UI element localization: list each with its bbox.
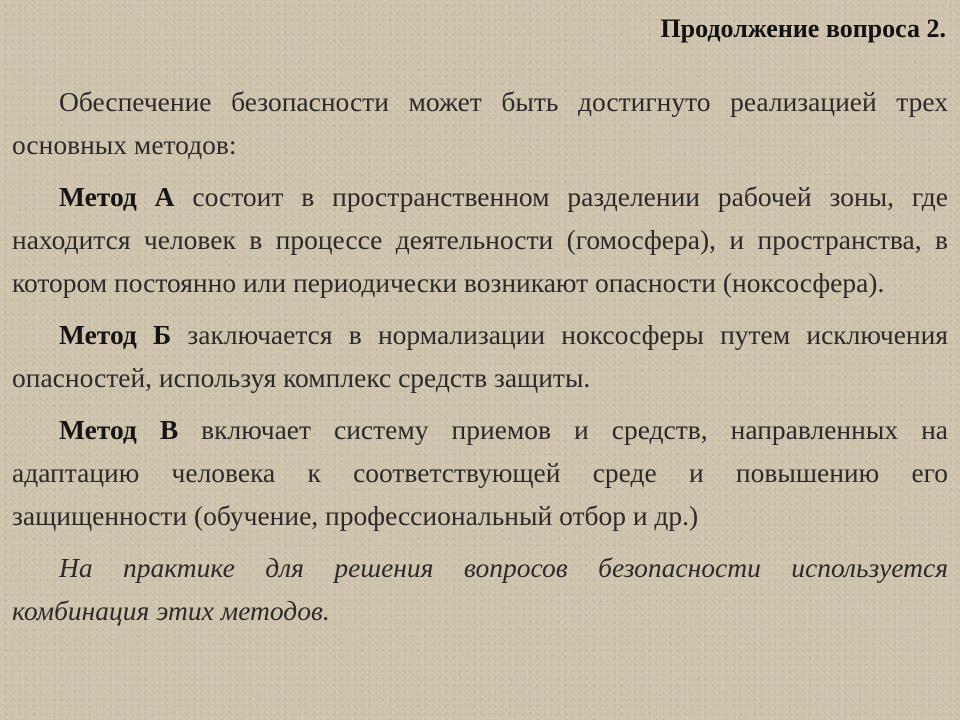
- method-a-label: Метод А: [59, 181, 175, 212]
- slide-title: Продолжение вопроса 2.: [660, 14, 946, 43]
- conclusion-paragraph: На практике для решения вопросов безопасности используется комбинация этих методов.: [12, 552, 948, 626]
- method-b-paragraph: [12, 313, 948, 399]
- method-c-paragraph: [12, 408, 948, 537]
- method-b-text: заключается в нормализации ноксосферы путем исключения опасностей, используя комплекс средств защиты.: [12, 319, 949, 393]
- method-c-text: включает систему приемов и средств, направленных на адаптацию человека к соответствующей среде и повышению его защищенности (обучение, профессиональный отбор и др.): [12, 414, 948, 531]
- method-b-label: Метод Б: [59, 319, 172, 350]
- method-a-paragraph: [12, 175, 948, 304]
- intro-paragraph: Обеспечение безопасности может быть достигнуто реализацией трех основных методов:: [12, 86, 948, 160]
- method-a-text: состоит в пространственном разделении рабочей зоны, где находится человек в процессе деятельности (гомосфера), и пространства, в котором постоянно или периодически возникают опасности (ноксосфера).: [12, 181, 948, 298]
- method-c-label: Метод В: [59, 414, 179, 445]
- slide-content: [12, 80, 948, 641]
